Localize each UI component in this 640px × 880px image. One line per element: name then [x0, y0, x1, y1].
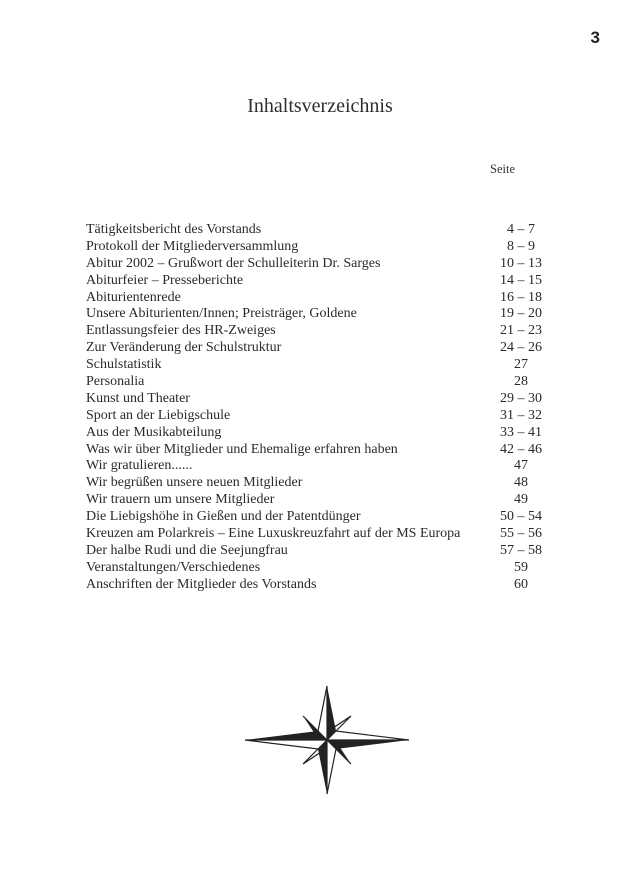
toc-entry-pages: 55 – 56 — [500, 526, 542, 542]
toc-entry-title: Abiturientenrede — [86, 289, 181, 305]
toc-entry — [86, 374, 566, 391]
toc-entry-pages: 16 – 18 — [500, 289, 542, 305]
toc-entry — [86, 357, 566, 374]
toc-entry-title: Aus der Musikabteilung — [86, 424, 222, 440]
toc-entry-pages: 21 – 23 — [500, 323, 542, 339]
toc-entry-title: Kunst und Theater — [86, 390, 190, 406]
toc-entry-pages: 29 – 30 — [500, 390, 542, 406]
toc-entry — [86, 290, 566, 307]
toc-entry-title: Abiturfeier – Presseberichte — [86, 272, 244, 288]
toc-entry — [86, 306, 566, 323]
toc-entry-pages: 4 – 7 — [507, 222, 535, 237]
toc-entry-title: Zur Veränderung der Schulstruktur — [86, 340, 282, 356]
table-of-contents — [86, 222, 566, 594]
toc-entry — [86, 458, 566, 475]
toc-entry-pages: 60 — [514, 576, 528, 592]
toc-entry-title: Entlassungsfeier des HR-Zweiges — [86, 323, 276, 339]
toc-entry-title: Veranstaltungen/Verschiedenes — [86, 559, 261, 575]
toc-entry-title: Tätigkeitsbericht des Vorstands — [86, 222, 262, 237]
toc-entry — [86, 340, 566, 357]
toc-entry — [86, 239, 566, 256]
toc-entry-title: Wir begrüßen unsere neuen Mitglieder — [86, 475, 303, 491]
toc-entry — [86, 560, 566, 577]
toc-entry-title: Wir gratulieren...... — [86, 458, 193, 474]
toc-entry-title: Was wir über Mitglieder und Ehemalige erfahren haben — [86, 441, 398, 457]
toc-entry — [86, 256, 566, 273]
toc-entry — [86, 475, 566, 492]
toc-entry — [86, 492, 566, 509]
toc-entry-title: Die Liebigshöhe in Gießen und der Patentdünger — [86, 509, 361, 525]
page-title: Inhaltsverzeichnis — [247, 95, 393, 117]
page-column-header: Seite — [490, 162, 515, 176]
toc-entry-pages: 50 – 54 — [500, 509, 542, 525]
toc-entry-pages: 49 — [514, 492, 528, 508]
toc-entry-pages: 42 – 46 — [500, 441, 542, 457]
toc-entry-pages: 14 – 15 — [500, 272, 542, 288]
toc-entry-title: Sport an der Liebigschule — [86, 407, 231, 423]
toc-entry-title: Kreuzen am Polarkreis – Eine Luxuskreuzfahrt auf der MS Europa — [86, 526, 461, 542]
toc-entry-pages: 8 – 9 — [507, 238, 535, 254]
compass-rose-icon — [243, 684, 411, 796]
toc-entry — [86, 391, 566, 408]
page-number: 3 — [590, 28, 600, 47]
toc-entry — [86, 442, 566, 459]
toc-entry-pages: 28 — [514, 374, 528, 390]
toc-entry-title: Protokoll der Mitgliederversammlung — [86, 238, 299, 254]
toc-entry — [86, 222, 566, 239]
toc-entry-title: Anschriften der Mitglieder des Vorstands — [86, 576, 317, 592]
toc-entry — [86, 526, 566, 543]
toc-entry — [86, 273, 566, 290]
toc-entry — [86, 323, 566, 340]
toc-entry-pages: 59 — [514, 559, 528, 575]
toc-entry-pages: 47 — [514, 458, 528, 474]
toc-entry-pages: 48 — [514, 475, 528, 491]
toc-entry-pages: 10 – 13 — [500, 255, 542, 271]
toc-entry-pages: 33 – 41 — [500, 424, 542, 440]
toc-entry — [86, 543, 566, 560]
toc-entry-pages: 27 — [514, 357, 528, 373]
toc-entry-pages: 24 – 26 — [500, 340, 542, 356]
toc-entry — [86, 509, 566, 526]
toc-entry-title: Schulstatistik — [86, 357, 162, 373]
toc-entry — [86, 577, 566, 594]
toc-entry — [86, 425, 566, 442]
toc-entry-title: Der halbe Rudi und die Seejungfrau — [86, 542, 288, 558]
toc-entry-title: Abitur 2002 – Grußwort der Schulleiterin Dr. Sarges — [86, 255, 381, 271]
toc-entry-title: Personalia — [86, 374, 145, 390]
toc-entry-pages: 57 – 58 — [500, 542, 542, 558]
toc-entry-title: Wir trauern um unsere Mitglieder — [86, 492, 275, 508]
compass-main-points — [245, 686, 409, 794]
toc-entry-pages: 19 – 20 — [500, 306, 542, 322]
toc-entry — [86, 408, 566, 425]
toc-entry-title: Unsere Abiturienten/Innen; Preisträger, Goldene — [86, 306, 357, 322]
toc-entry-pages: 31 – 32 — [500, 407, 542, 423]
